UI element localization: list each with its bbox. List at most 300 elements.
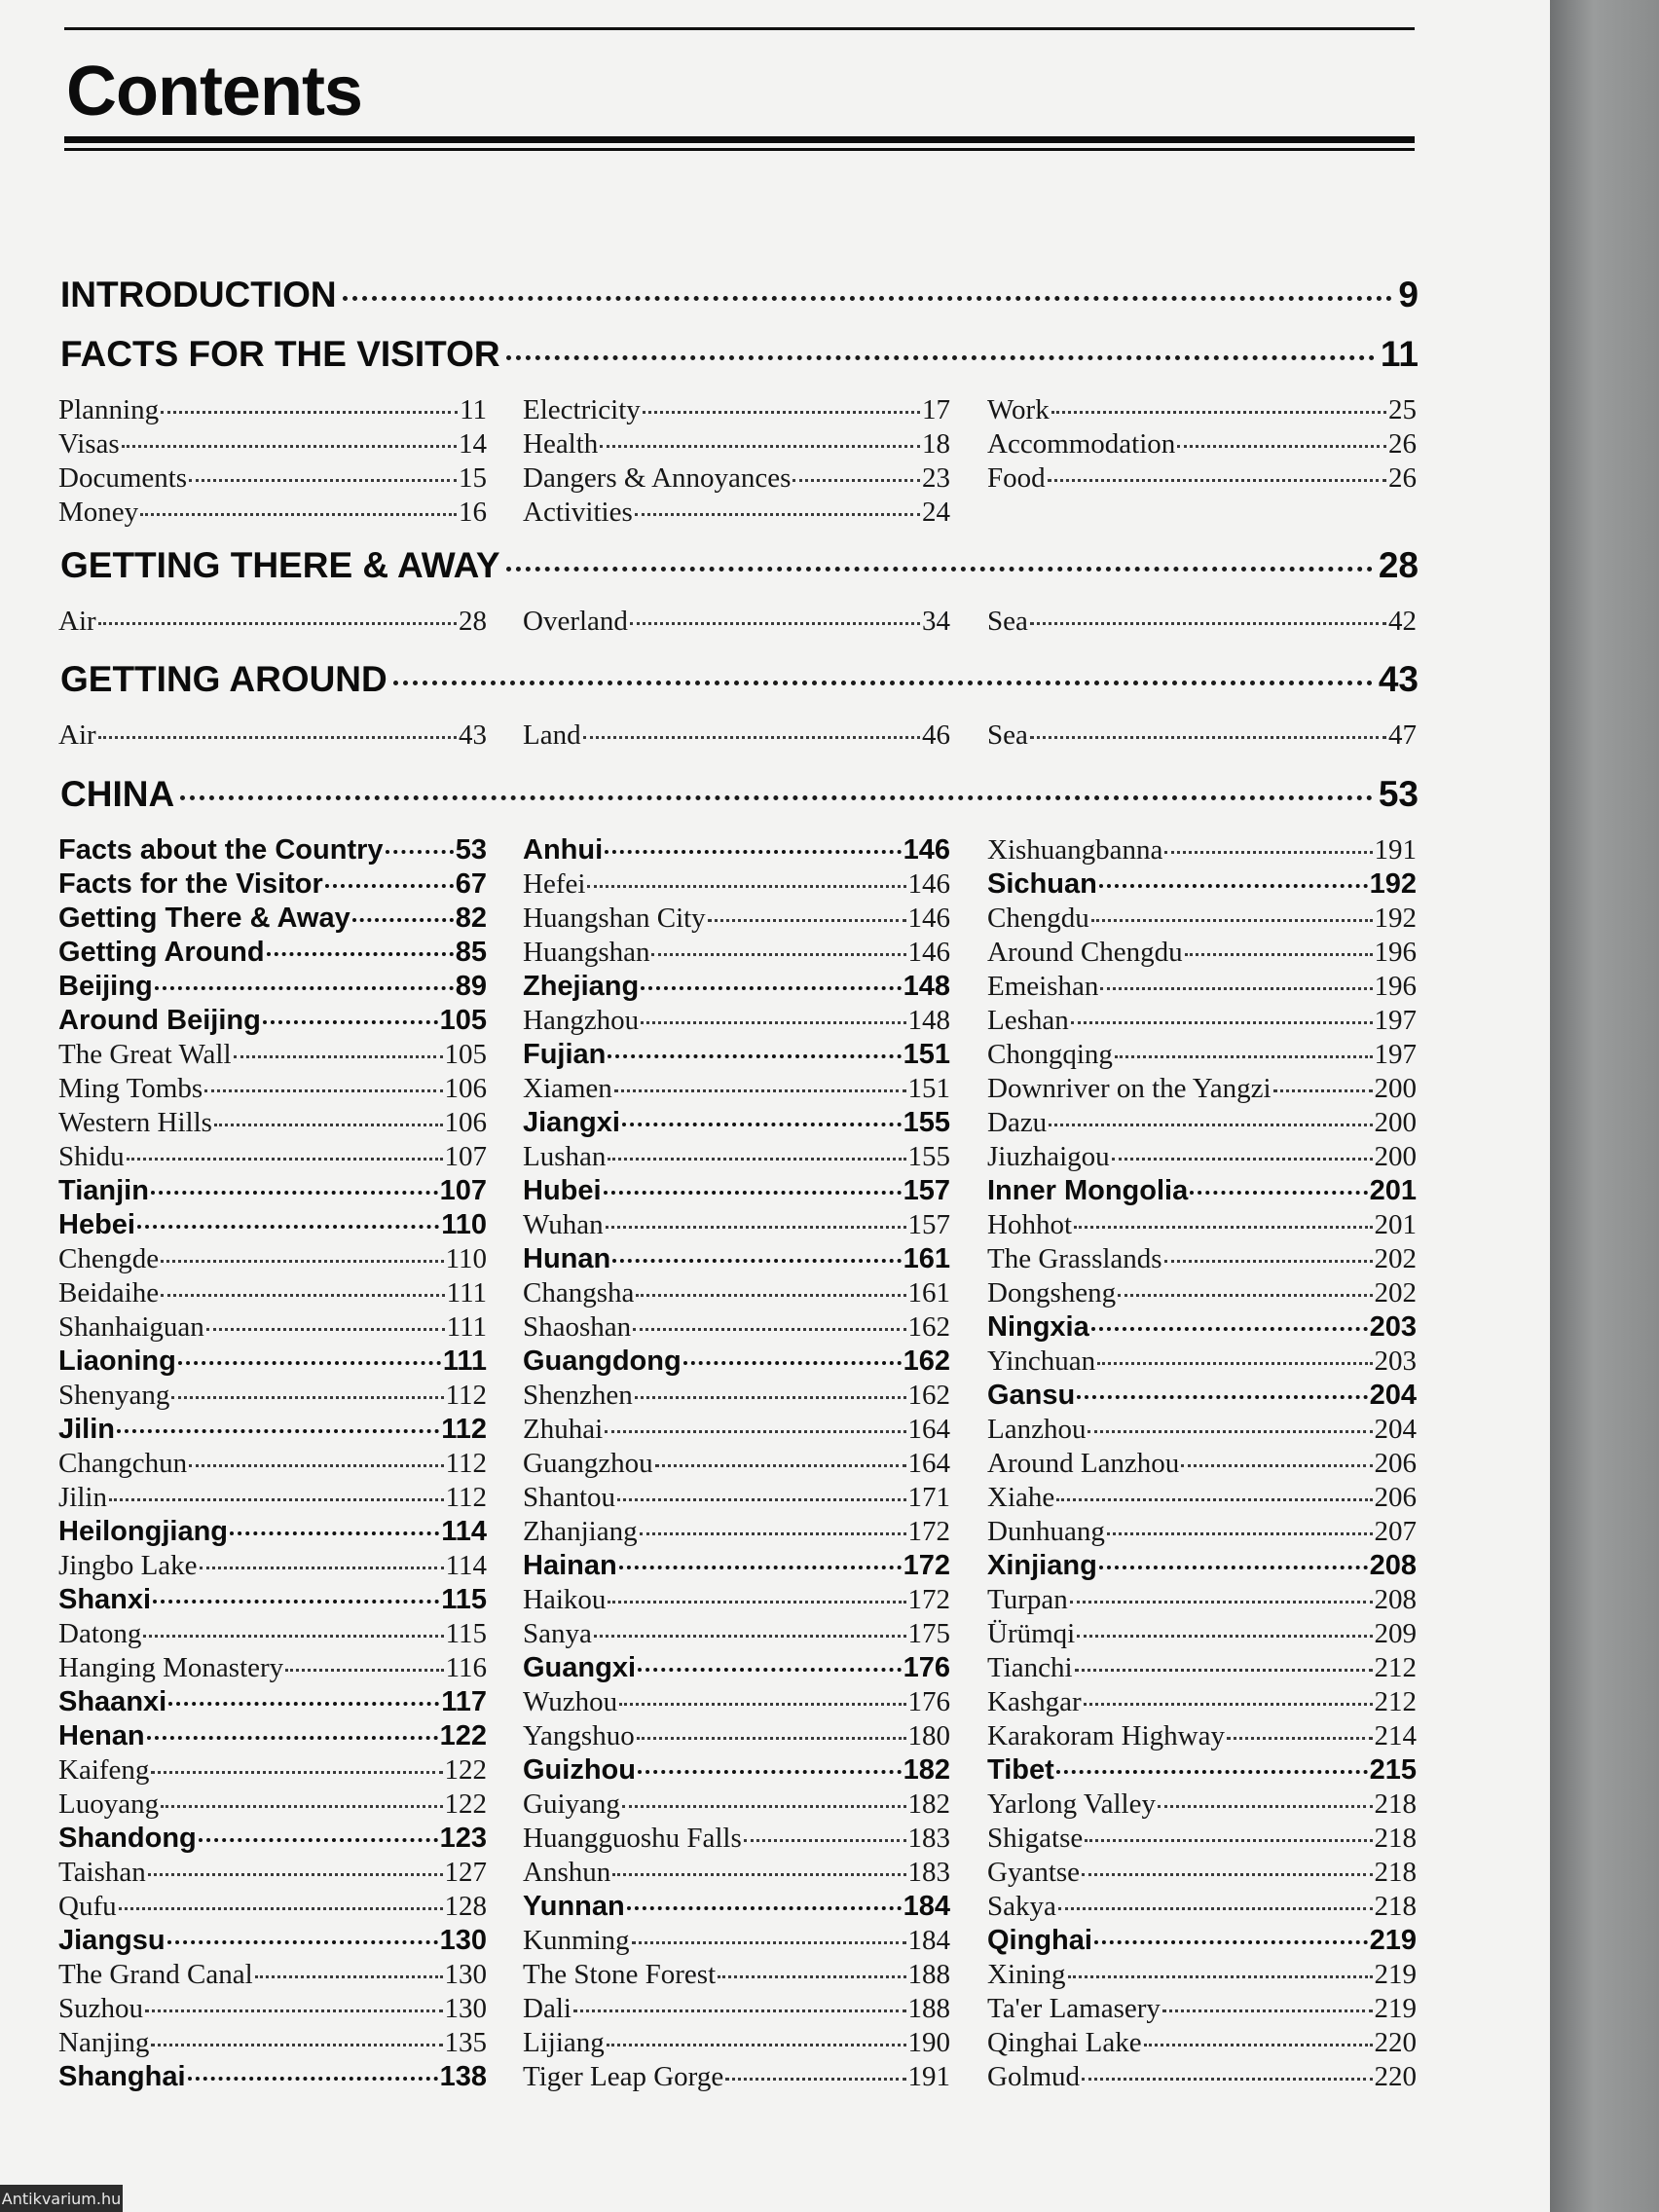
entry-page-number: 204 [1374,1414,1417,1445]
toc-entry[interactable] [987,1346,1417,1380]
entry-title: Planning [58,394,160,425]
entry-title: Chongqing [987,1039,1113,1070]
dot-leader [153,1600,439,1604]
toc-subheading[interactable] [523,1550,950,1584]
toc-entry[interactable] [58,497,487,531]
toc-subheading[interactable] [523,1891,950,1925]
dot-leader [1088,1430,1372,1433]
toc-entry[interactable] [58,1448,487,1482]
entry-page-number: 146 [907,903,950,934]
toc-subheading[interactable] [58,1925,487,1959]
entry-page-number: 111 [446,1277,487,1309]
toc-entry[interactable] [58,2027,487,2061]
toc-entry[interactable] [987,1584,1417,1618]
dot-leader [1077,1635,1372,1638]
entry-title: Jiangxi [523,1107,620,1138]
entry-title: Liaoning [58,1346,176,1377]
dot-leader [627,1906,902,1910]
toc-entry[interactable] [987,1107,1417,1141]
entry-page-number: 146 [903,834,950,866]
toc-entry[interactable] [987,394,1417,428]
toc-entry[interactable] [523,868,950,903]
entry-page-number: 200 [1374,1141,1417,1172]
entry-page-number: 112 [445,1482,487,1513]
dot-leader [161,1294,445,1297]
entry-title: Shanghai [58,2061,186,2092]
toc-subheading[interactable] [58,1414,487,1448]
entry-page-number: 122 [444,1754,487,1786]
toc-subheading[interactable] [523,1754,950,1788]
entry-title: Fujian [523,1039,607,1070]
toc-subheading[interactable] [523,1039,950,1073]
dot-leader [1112,1158,1373,1161]
toc-subheading[interactable] [58,1686,487,1720]
toc-subheading[interactable] [58,971,487,1005]
entry-page-number: 14 [459,428,487,460]
toc-entry[interactable] [523,497,950,531]
dot-leader [606,1226,906,1229]
section-title: FACTS FOR THE VISITOR [60,334,500,374]
entry-page-number: 46 [922,719,950,751]
dot-leader [1056,1770,1368,1774]
toc-entry[interactable] [987,1720,1417,1754]
entry-page-number: 85 [455,937,487,968]
toc-entry[interactable] [58,1550,487,1584]
section-title: INTRODUCTION [60,275,337,314]
dot-leader [583,736,920,739]
section-heading-facts-for-the-visitor[interactable] [60,334,1419,377]
entry-page-number: 11 [460,394,487,425]
toc-subheading[interactable] [523,1107,950,1141]
entry-title: Yarlong Valley [987,1788,1156,1820]
title-double-rule [64,136,1415,158]
entry-title: Food [987,462,1046,494]
entry-page-number: 201 [1374,1209,1417,1240]
toc-subheading[interactable] [523,1243,950,1277]
entry-title: Health [523,428,599,460]
entry-title: Nanjing [58,2027,150,2058]
entry-page-number: 188 [907,1959,950,1990]
toc-entry[interactable] [523,903,950,937]
entry-title: Tianchi [987,1652,1073,1683]
entry-title: Kashgar [987,1686,1082,1717]
toc-subheading[interactable] [58,1720,487,1754]
entry-page-number: 161 [907,1277,950,1309]
entry-page-number: 151 [907,1073,950,1104]
toc-subheading[interactable] [58,903,487,937]
toc-entry[interactable] [523,1141,950,1175]
entry-title: Chengde [58,1243,160,1274]
entry-title: Henan [58,1720,145,1751]
entry-page-number: 219 [1374,1993,1417,2024]
toc-entry[interactable] [58,1073,487,1107]
entry-page-number: 47 [1388,719,1417,751]
background-surface [1550,0,1659,2212]
section-page-number: 53 [1378,774,1419,814]
toc-subheading[interactable] [58,1823,487,1857]
dot-leader [708,919,906,922]
toc-entry[interactable] [987,606,1417,640]
toc-entry[interactable] [58,1754,487,1788]
toc-entry[interactable] [523,394,950,428]
entry-page-number: 188 [907,1993,950,2024]
entry-title: Shandong [58,1823,197,1854]
toc-subheading[interactable] [987,1925,1417,1959]
toc-entry[interactable] [58,428,487,462]
dot-leader [161,1805,442,1808]
entry-title: Shaanxi [58,1686,167,1717]
entry-page-number: 200 [1374,1073,1417,1104]
toc-subheading[interactable] [58,868,487,903]
dot-leader [617,1498,905,1501]
dot-leader [188,2077,438,2081]
dot-leader [393,681,1373,685]
dot-leader [147,1736,438,1740]
entry-page-number: 219 [1369,1925,1417,1956]
toc-entry[interactable] [987,1073,1417,1107]
dot-leader [161,411,458,414]
section-getting-there-and-away-column-1 [58,606,487,640]
dot-leader [1085,1839,1372,1842]
dot-leader [204,1089,442,1092]
entry-page-number: 18 [922,428,950,460]
toc-entry[interactable] [523,719,950,754]
toc-entry[interactable] [58,606,487,640]
toc-entry[interactable] [987,1857,1417,1891]
section-getting-around-column-1 [58,719,487,754]
page-title: Contents [66,53,362,130]
toc-entry[interactable] [987,1959,1417,1993]
section-heading-introduction[interactable] [60,275,1419,317]
section-heading-china[interactable] [60,774,1419,817]
toc-entry[interactable] [58,1039,487,1073]
toc-entry[interactable] [987,2061,1417,2095]
dot-leader [127,1158,443,1161]
toc-entry[interactable] [523,1073,950,1107]
entry-title: Ürümqi [987,1618,1076,1649]
toc-entry[interactable] [523,1482,950,1516]
entry-title: Money [58,497,139,528]
entry-page-number: 197 [1374,1005,1417,1036]
toc-subheading[interactable] [523,971,950,1005]
toc-entry[interactable] [987,1209,1417,1243]
dot-leader [1158,1805,1373,1808]
dot-leader [1164,1260,1373,1263]
entry-title: Lushan [523,1141,607,1172]
entry-page-number: 172 [903,1550,950,1581]
entry-title: Overland [523,606,628,637]
toc-subheading[interactable] [523,1652,950,1686]
entry-page-number: 164 [907,1414,950,1445]
entry-title: Guiyang [523,1788,620,1820]
toc-entry[interactable] [523,2027,950,2061]
entry-page-number: 146 [907,868,950,900]
toc-entry[interactable] [987,903,1417,937]
toc-entry[interactable] [987,1277,1417,1311]
toc-entry[interactable] [523,1380,950,1414]
entry-title: Yunnan [523,1891,625,1922]
entry-title: Qufu [58,1891,117,1922]
toc-entry[interactable] [523,1925,950,1959]
dot-leader [267,952,454,956]
entry-page-number: 112 [441,1414,487,1445]
toc-entry[interactable] [523,1277,950,1311]
entry-title: Golmud [987,2061,1081,2092]
dot-leader [641,1021,905,1024]
entry-title: The Stone Forest [523,1959,717,1990]
entry-page-number: 202 [1374,1277,1417,1309]
toc-subheading[interactable] [58,2061,487,2095]
toc-entry[interactable] [58,1243,487,1277]
toc-entry[interactable] [58,1993,487,2027]
entry-title: Zhuhai [523,1414,604,1445]
entry-page-number: 122 [439,1720,487,1751]
entry-title: Anshun [523,1857,611,1888]
dot-leader [145,2009,443,2012]
entry-page-number: 183 [907,1857,950,1888]
dot-leader [744,1839,906,1842]
dot-leader [386,850,454,854]
section-getting-there-and-away-column-3 [987,606,1417,640]
toc-entry[interactable] [987,937,1417,971]
entry-page-number: 26 [1388,428,1417,460]
entry-title: Jilin [58,1482,107,1513]
toc-entry[interactable] [987,1141,1417,1175]
dot-leader [1181,1464,1372,1467]
entry-page-number: 82 [455,903,487,934]
entry-page-number: 53 [455,834,487,866]
entry-page-number: 34 [922,606,950,637]
toc-entry[interactable] [58,719,487,754]
entry-page-number: 214 [1374,1720,1417,1751]
entry-page-number: 114 [441,1516,487,1547]
entry-page-number: 204 [1369,1380,1417,1411]
section-getting-around-column-2 [523,719,950,754]
entry-title: Hainan [523,1550,617,1581]
toc-entry[interactable] [523,1993,950,2027]
toc-entry[interactable] [523,937,950,971]
section-page-number: 43 [1378,659,1419,699]
entry-title: Beidaihe [58,1277,160,1309]
dot-leader [1185,953,1373,956]
toc-entry[interactable] [58,1959,487,1993]
dot-leader [1051,411,1386,414]
toc-entry[interactable] [58,1618,487,1652]
entry-page-number: 176 [907,1686,950,1717]
entry-title: Sichuan [987,868,1097,900]
toc-subheading[interactable] [58,1516,487,1550]
toc-entry[interactable] [523,1448,950,1482]
entry-title: Air [58,606,96,637]
dot-leader [608,1158,905,1161]
entry-page-number: 17 [922,394,950,425]
toc-entry[interactable] [987,1516,1417,1550]
toc-subheading[interactable] [523,834,950,868]
dot-leader [189,479,457,482]
entry-page-number: 107 [439,1175,487,1206]
toc-entry[interactable] [58,394,487,428]
toc-entry[interactable] [523,1618,950,1652]
entry-page-number: 148 [907,1005,950,1036]
toc-entry[interactable] [58,1857,487,1891]
entry-page-number: 138 [439,2061,487,2092]
dot-leader [1030,622,1386,625]
dot-leader [643,411,920,414]
toc-subheading[interactable] [987,1380,1417,1414]
toc-entry[interactable] [58,462,487,497]
entry-title: Documents [58,462,188,494]
toc-subheading[interactable] [58,1209,487,1243]
toc-entry[interactable] [58,1652,487,1686]
entry-page-number: 155 [907,1141,950,1172]
toc-entry[interactable] [523,2061,950,2095]
dot-leader [683,1361,902,1365]
entry-title: Guangdong [523,1346,682,1377]
toc-subheading[interactable] [987,1175,1417,1209]
dot-leader [143,1635,443,1638]
toc-subheading[interactable] [987,868,1417,903]
toc-entry[interactable] [987,1652,1417,1686]
dot-leader [199,1838,438,1842]
entry-page-number: 192 [1369,868,1417,900]
toc-entry[interactable] [523,1311,950,1346]
toc-entry[interactable] [987,834,1417,868]
toc-subheading[interactable] [58,1584,487,1618]
section-heading-getting-around[interactable] [60,659,1419,702]
toc-entry[interactable] [523,1720,950,1754]
toc-subheading[interactable] [523,1346,950,1380]
entry-page-number: 200 [1374,1107,1417,1138]
toc-entry[interactable] [58,1788,487,1823]
dot-leader [1118,1294,1372,1297]
section-heading-getting-there-and-away[interactable] [60,545,1419,588]
toc-entry[interactable] [523,606,950,640]
entry-title: Shenzhen [523,1380,633,1411]
toc-entry[interactable] [523,1209,950,1243]
section-getting-there-and-away-column-2 [523,606,950,640]
toc-entry[interactable] [58,1277,487,1311]
entry-title: Taishan [58,1857,146,1888]
entry-title: Shantou [523,1482,616,1513]
entry-title: Chengdu [987,903,1089,934]
entry-page-number: 182 [907,1788,950,1820]
toc-subheading[interactable] [58,834,487,868]
toc-subheading[interactable] [58,1005,487,1039]
dot-leader [200,1567,444,1569]
toc-entry[interactable] [987,2027,1417,2061]
toc-subheading[interactable] [987,1550,1417,1584]
toc-entry[interactable] [58,1107,487,1141]
entry-page-number: 106 [444,1073,487,1104]
entry-page-number: 220 [1374,2027,1417,2058]
toc-entry[interactable] [987,462,1417,497]
toc-entry[interactable] [523,428,950,462]
entry-title: Jiuzhaigou [987,1141,1110,1172]
toc-entry[interactable] [987,1618,1417,1652]
toc-entry[interactable] [58,1891,487,1925]
dot-leader [230,1531,439,1535]
entry-title: Turpan [987,1584,1068,1615]
entry-page-number: 203 [1374,1346,1417,1377]
toc-entry[interactable] [523,1584,950,1618]
entry-title: Sea [987,719,1028,751]
toc-entry[interactable] [987,1993,1417,2027]
toc-entry[interactable] [987,1039,1417,1073]
toc-entry[interactable] [987,1482,1417,1516]
entry-title: Tianjin [58,1175,149,1206]
toc-entry[interactable] [987,1891,1417,1925]
dot-leader [122,445,457,448]
toc-entry[interactable] [523,1788,950,1823]
entry-title: Tiger Leap Gorge [523,2061,724,2092]
dot-leader [632,1941,906,1944]
entry-title: Ningxia [987,1311,1089,1343]
toc-entry[interactable] [987,1005,1417,1039]
toc-subheading[interactable] [987,1311,1417,1346]
toc-entry[interactable] [523,1959,950,1993]
toc-entry[interactable] [58,1482,487,1516]
dot-leader [189,1464,443,1467]
toc-entry[interactable] [58,1141,487,1175]
entry-page-number: 162 [907,1380,950,1411]
toc-entry[interactable] [523,1686,950,1720]
toc-entry[interactable] [58,1380,487,1414]
entry-page-number: 130 [444,1993,487,2024]
entry-title: Dazu [987,1107,1048,1138]
toc-entry[interactable] [523,1005,950,1039]
entry-title: Datong [58,1618,142,1649]
entry-page-number: 123 [439,1823,487,1854]
toc-entry[interactable] [523,1823,950,1857]
dot-leader [587,885,905,888]
toc-entry[interactable] [987,719,1417,754]
toc-entry[interactable] [987,1823,1417,1857]
toc-entry[interactable] [987,1243,1417,1277]
toc-entry[interactable] [987,1686,1417,1720]
toc-entry[interactable] [523,1857,950,1891]
toc-entry[interactable] [987,1448,1417,1482]
toc-subheading[interactable] [58,1175,487,1209]
dot-leader [607,2044,906,2046]
entry-title: Yinchuan [987,1346,1096,1377]
toc-entry[interactable] [987,428,1417,462]
toc-entry[interactable] [58,1311,487,1346]
entry-title: Qinghai Lake [987,2027,1142,2058]
dot-leader [638,1668,902,1672]
section-facts-for-the-visitor-column-2 [523,394,950,531]
toc-entry[interactable] [523,1516,950,1550]
toc-entry[interactable] [987,1788,1417,1823]
entry-title: Hanging Monastery [58,1652,284,1683]
dot-leader [506,355,1375,360]
toc-entry[interactable] [523,1414,950,1448]
toc-subheading[interactable] [987,1754,1417,1788]
dot-leader [619,1703,905,1706]
entry-page-number: 162 [907,1311,950,1343]
dot-leader [1048,479,1386,482]
toc-entry[interactable] [987,1414,1417,1448]
entry-title: Luoyang [58,1788,160,1820]
dot-leader [638,1770,902,1774]
toc-subheading[interactable] [523,1175,950,1209]
entry-title: Xishuangbanna [987,834,1163,866]
toc-entry[interactable] [987,971,1417,1005]
toc-subheading[interactable] [58,1346,487,1380]
entry-page-number: 110 [441,1209,487,1240]
dot-leader [619,1566,902,1569]
toc-entry[interactable] [523,462,950,497]
toc-subheading[interactable] [58,937,487,971]
